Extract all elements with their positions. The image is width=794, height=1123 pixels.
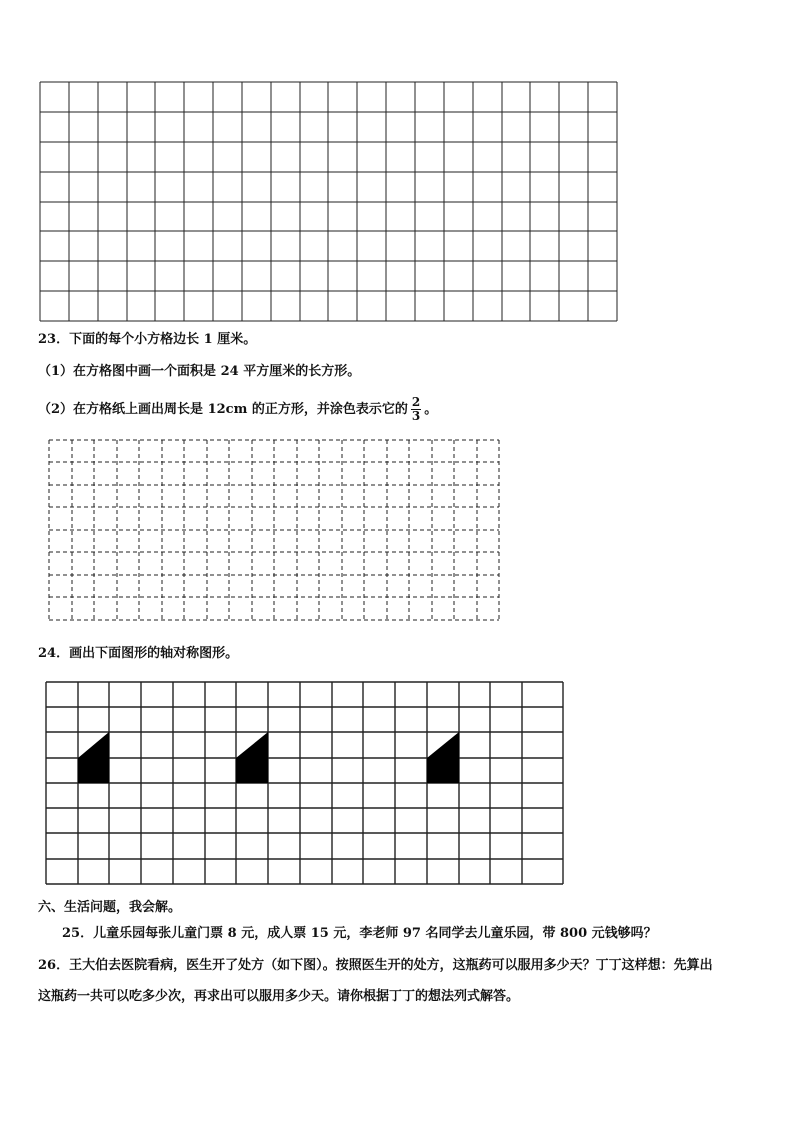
q23-part2 — [38, 396, 437, 423]
q26-line2: 这瓶药一共可以吃多少次，再求出可以服用多少天。请你根据丁丁的想法列式解答。 — [38, 989, 520, 1004]
two-thirds-fraction — [411, 396, 421, 423]
top-grid — [0, 0, 794, 340]
q25-text: 25．儿童乐园每张儿童门票 8 元，成人票 15 元，李老师 97 名同学去儿童乐园，带 800 元钱够吗？ — [62, 926, 657, 941]
fraction-denominator: 3 — [411, 409, 421, 423]
section6-title: 六、生活问题，我会解。 — [38, 900, 182, 915]
q23-title: 23．下面的每个小方格边长 1 厘米。 — [38, 332, 257, 347]
shape-1 — [78, 732, 109, 783]
q24-title: 24．画出下面图形的轴对称图形。 — [38, 646, 239, 661]
shape-3 — [427, 732, 459, 783]
fraction-numerator: 2 — [411, 395, 421, 409]
dashed-grid[interactable] — [0, 430, 794, 630]
shape-2 — [236, 732, 268, 783]
q26-line1: 26．王大伯去医院看病，医生开了处方（如下图）。按照医生开的处方，这瓶药可以服用多少天？丁丁这样想：先算出 — [38, 958, 713, 973]
q23-part2-end: 。 — [424, 402, 438, 417]
symmetry-grid[interactable] — [0, 670, 794, 890]
q23-part1: （1）在方格图中画一个面积是 24 平方厘米的长方形。 — [38, 364, 361, 379]
q23-part2-text: （2）在方格纸上画出周长是 12cm 的正方形，并涂色表示它的 — [38, 402, 408, 417]
